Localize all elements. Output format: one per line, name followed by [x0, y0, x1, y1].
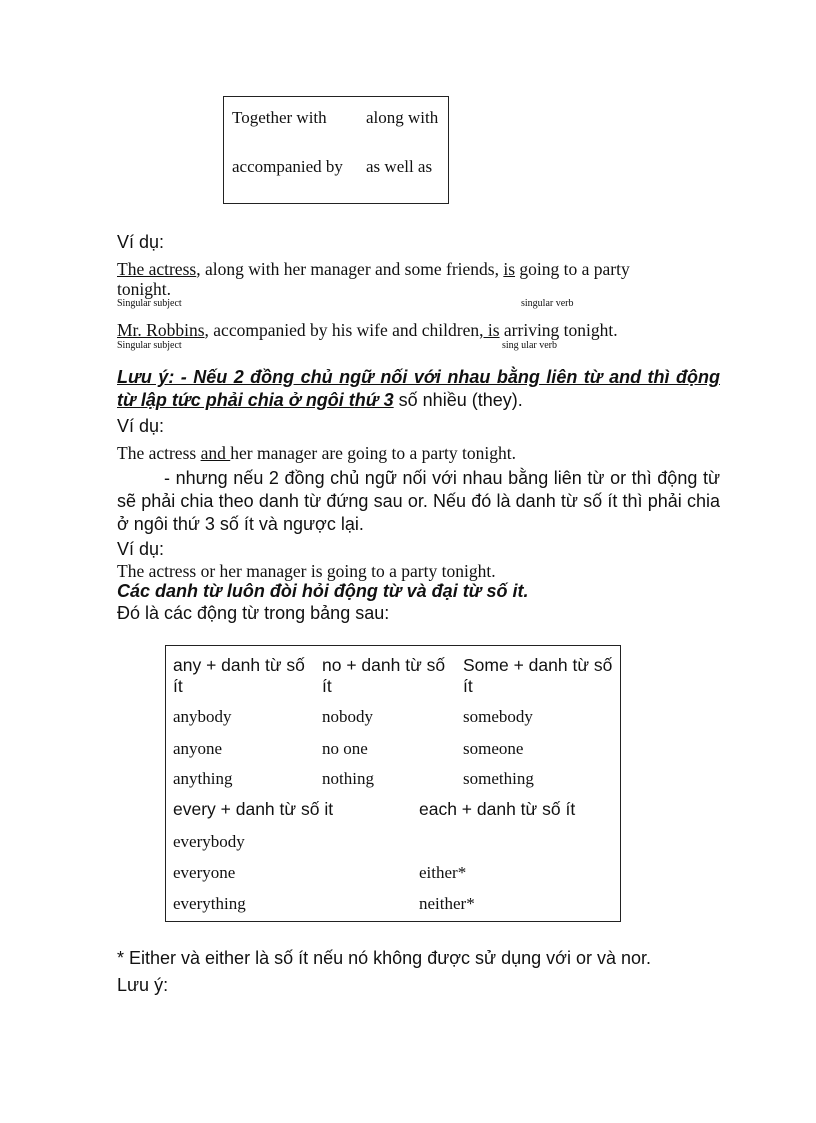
table-cell: as well as — [366, 157, 433, 176]
table-cell: accompanied by — [232, 157, 343, 176]
table-cell: either* — [419, 863, 467, 882]
table-cell: everyone — [173, 863, 236, 882]
table-cell: something — [463, 769, 534, 788]
verb: is — [483, 320, 500, 340]
example-sentence-2 — [117, 320, 618, 341]
note-and-rule — [117, 366, 720, 412]
section-heading: Các danh từ luôn đòi hỏi động từ và đại từ số it. — [117, 581, 529, 601]
column-header: each + danh từ số ít — [419, 799, 576, 819]
verb-label: singular verb — [521, 298, 574, 309]
note-or-rule: - nhưng nếu 2 đồng chủ ngữ nối với nhau bằng liên từ or thì động từ sẽ phải chia theo danh từ đứng sau or. Nếu đó là danh từ số ít thì phải chia ở ngôi thứ 3 số ít và ngược lại. — [117, 468, 720, 534]
sentence-text: , accompanied by his wife and children, — [204, 320, 484, 340]
footnote: * Either và either là số ít nếu nó không được sử dụng với or và nor. — [117, 948, 651, 968]
column-header: Some + danh từ số ít — [463, 655, 613, 696]
example-label: Ví dụ: — [117, 416, 165, 436]
table-cell: anything — [173, 769, 233, 788]
table-cell: along with — [366, 108, 439, 127]
table-cell: neither* — [419, 894, 475, 913]
table-cell: everything — [173, 894, 246, 913]
verb-label: sing ular verb — [502, 340, 557, 351]
sentence-text: going to a party — [515, 259, 630, 279]
sentence-text: The actress — [117, 443, 201, 463]
example-sentence-4: The actress or her manager is going to a party tonight. — [117, 561, 496, 581]
section-intro: Đó là các động từ trong bảng sau: — [117, 603, 390, 623]
column-header: any + danh từ số ít — [173, 655, 305, 696]
conjunction: and — [200, 443, 231, 463]
example-label: Ví dụ: — [117, 539, 165, 559]
example-label: Ví dụ: — [117, 232, 165, 252]
example-sentence-1-cont: tonight. — [117, 279, 171, 299]
example-sentence-1 — [117, 259, 630, 280]
sentence-text: her manager are going to a party tonight. — [230, 443, 516, 463]
sentence-text: , along with her manager and some friends, — [196, 259, 504, 279]
table-cell: somebody — [463, 707, 533, 726]
subject: The actress — [117, 259, 197, 279]
column-header: every + danh từ số it — [173, 799, 334, 819]
conjunction-table — [223, 96, 449, 204]
table-cell: anybody — [173, 707, 232, 726]
table-cell: anyone — [173, 739, 223, 758]
example-sentence-3 — [117, 443, 516, 464]
table-cell: nothing — [322, 769, 374, 788]
singular-pronoun-table — [165, 645, 621, 922]
column-header: no + danh từ số ít — [322, 655, 446, 696]
table-cell: nobody — [322, 707, 373, 726]
note-bold: Lưu ý: - Nếu 2 đồng chủ ngữ nối với nhau bằng liên từ and thì động từ lập tức phải chia ở ngôi thứ 3 — [117, 367, 720, 410]
table-cell: someone — [463, 739, 524, 758]
subject-label: Singular subject — [117, 298, 182, 309]
sentence-text: arriving tonight. — [499, 320, 618, 340]
verb: is — [503, 259, 516, 279]
subject: Mr. Robbins — [117, 320, 205, 340]
table-cell: everybody — [173, 832, 245, 851]
note-label: Lưu ý: — [117, 975, 169, 995]
table-cell: no one — [322, 739, 368, 758]
note-rest: số nhiều (they). — [393, 390, 523, 410]
table-cell: Together with — [232, 108, 327, 127]
subject-label: Singular subject — [117, 340, 182, 351]
